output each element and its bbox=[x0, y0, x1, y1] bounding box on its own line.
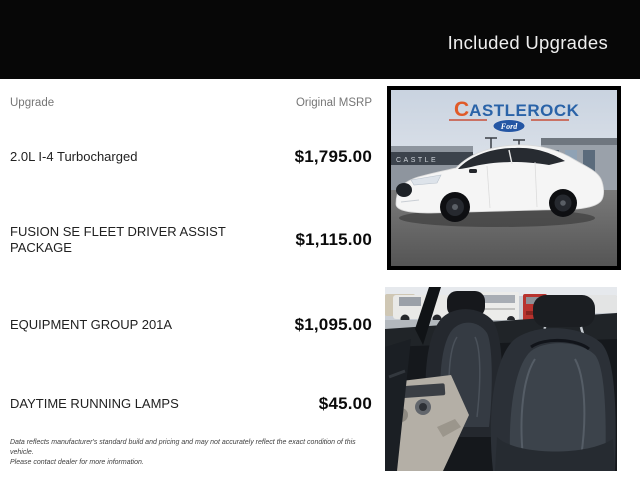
disclaimer-text bbox=[10, 438, 372, 468]
ford-oval-text: Ford bbox=[500, 122, 518, 131]
building-sign: CASTLE bbox=[396, 157, 439, 164]
vehicle-exterior-graphic bbox=[391, 90, 617, 266]
vehicle-interior-photo bbox=[385, 287, 617, 471]
grille bbox=[396, 183, 412, 197]
column-header-upgrade: Upgrade bbox=[10, 97, 55, 109]
upgrade-name: DAYTIME RUNNING LAMPS bbox=[10, 396, 179, 411]
upgrade-price: $1,115.00 bbox=[295, 230, 372, 249]
header-bar bbox=[0, 0, 640, 79]
front-wheel bbox=[440, 192, 470, 222]
upgrade-price: $1,795.00 bbox=[294, 147, 372, 166]
column-header-msrp: Original MSRP bbox=[295, 97, 372, 109]
table-column-headers bbox=[10, 97, 372, 109]
upgrade-name: EQUIPMENT GROUP 201A bbox=[10, 317, 173, 332]
sign-rest: ASTLEROCK bbox=[469, 101, 580, 120]
vehicle-exterior-photo bbox=[387, 86, 621, 270]
upgrade-name: FUSION SE FLEET DRIVER ASSIST PACKAGE bbox=[10, 224, 226, 255]
disclaimer-line-2: Please contact dealer for more information. bbox=[10, 459, 144, 466]
svg-text:CASTLEROCK bbox=[454, 98, 580, 121]
upgrade-name: 2.0L I-4 Turbocharged bbox=[10, 149, 138, 164]
ford-oval-logo bbox=[493, 120, 525, 133]
vehicle-interior-graphic bbox=[385, 287, 617, 471]
rear-wheel bbox=[549, 189, 577, 217]
side-mirror bbox=[469, 169, 477, 173]
upgrade-row-running-lamps bbox=[10, 388, 372, 420]
upgrades-table bbox=[10, 79, 372, 480]
upgrade-row-engine bbox=[10, 141, 372, 173]
upgrade-price: $45.00 bbox=[318, 394, 372, 413]
upgrade-row-driver-assist bbox=[10, 220, 372, 260]
sign-first-letter: C bbox=[454, 98, 470, 121]
page-title: Included Upgrades bbox=[447, 31, 608, 53]
upgrade-row-equipment-group bbox=[10, 309, 372, 341]
upgrade-price: $1,095.00 bbox=[294, 315, 372, 334]
disclaimer-line-1: Data reflects manufacturer's standard build and pricing and may not accurately reflect the exact condition of this vehicle. bbox=[10, 439, 356, 456]
